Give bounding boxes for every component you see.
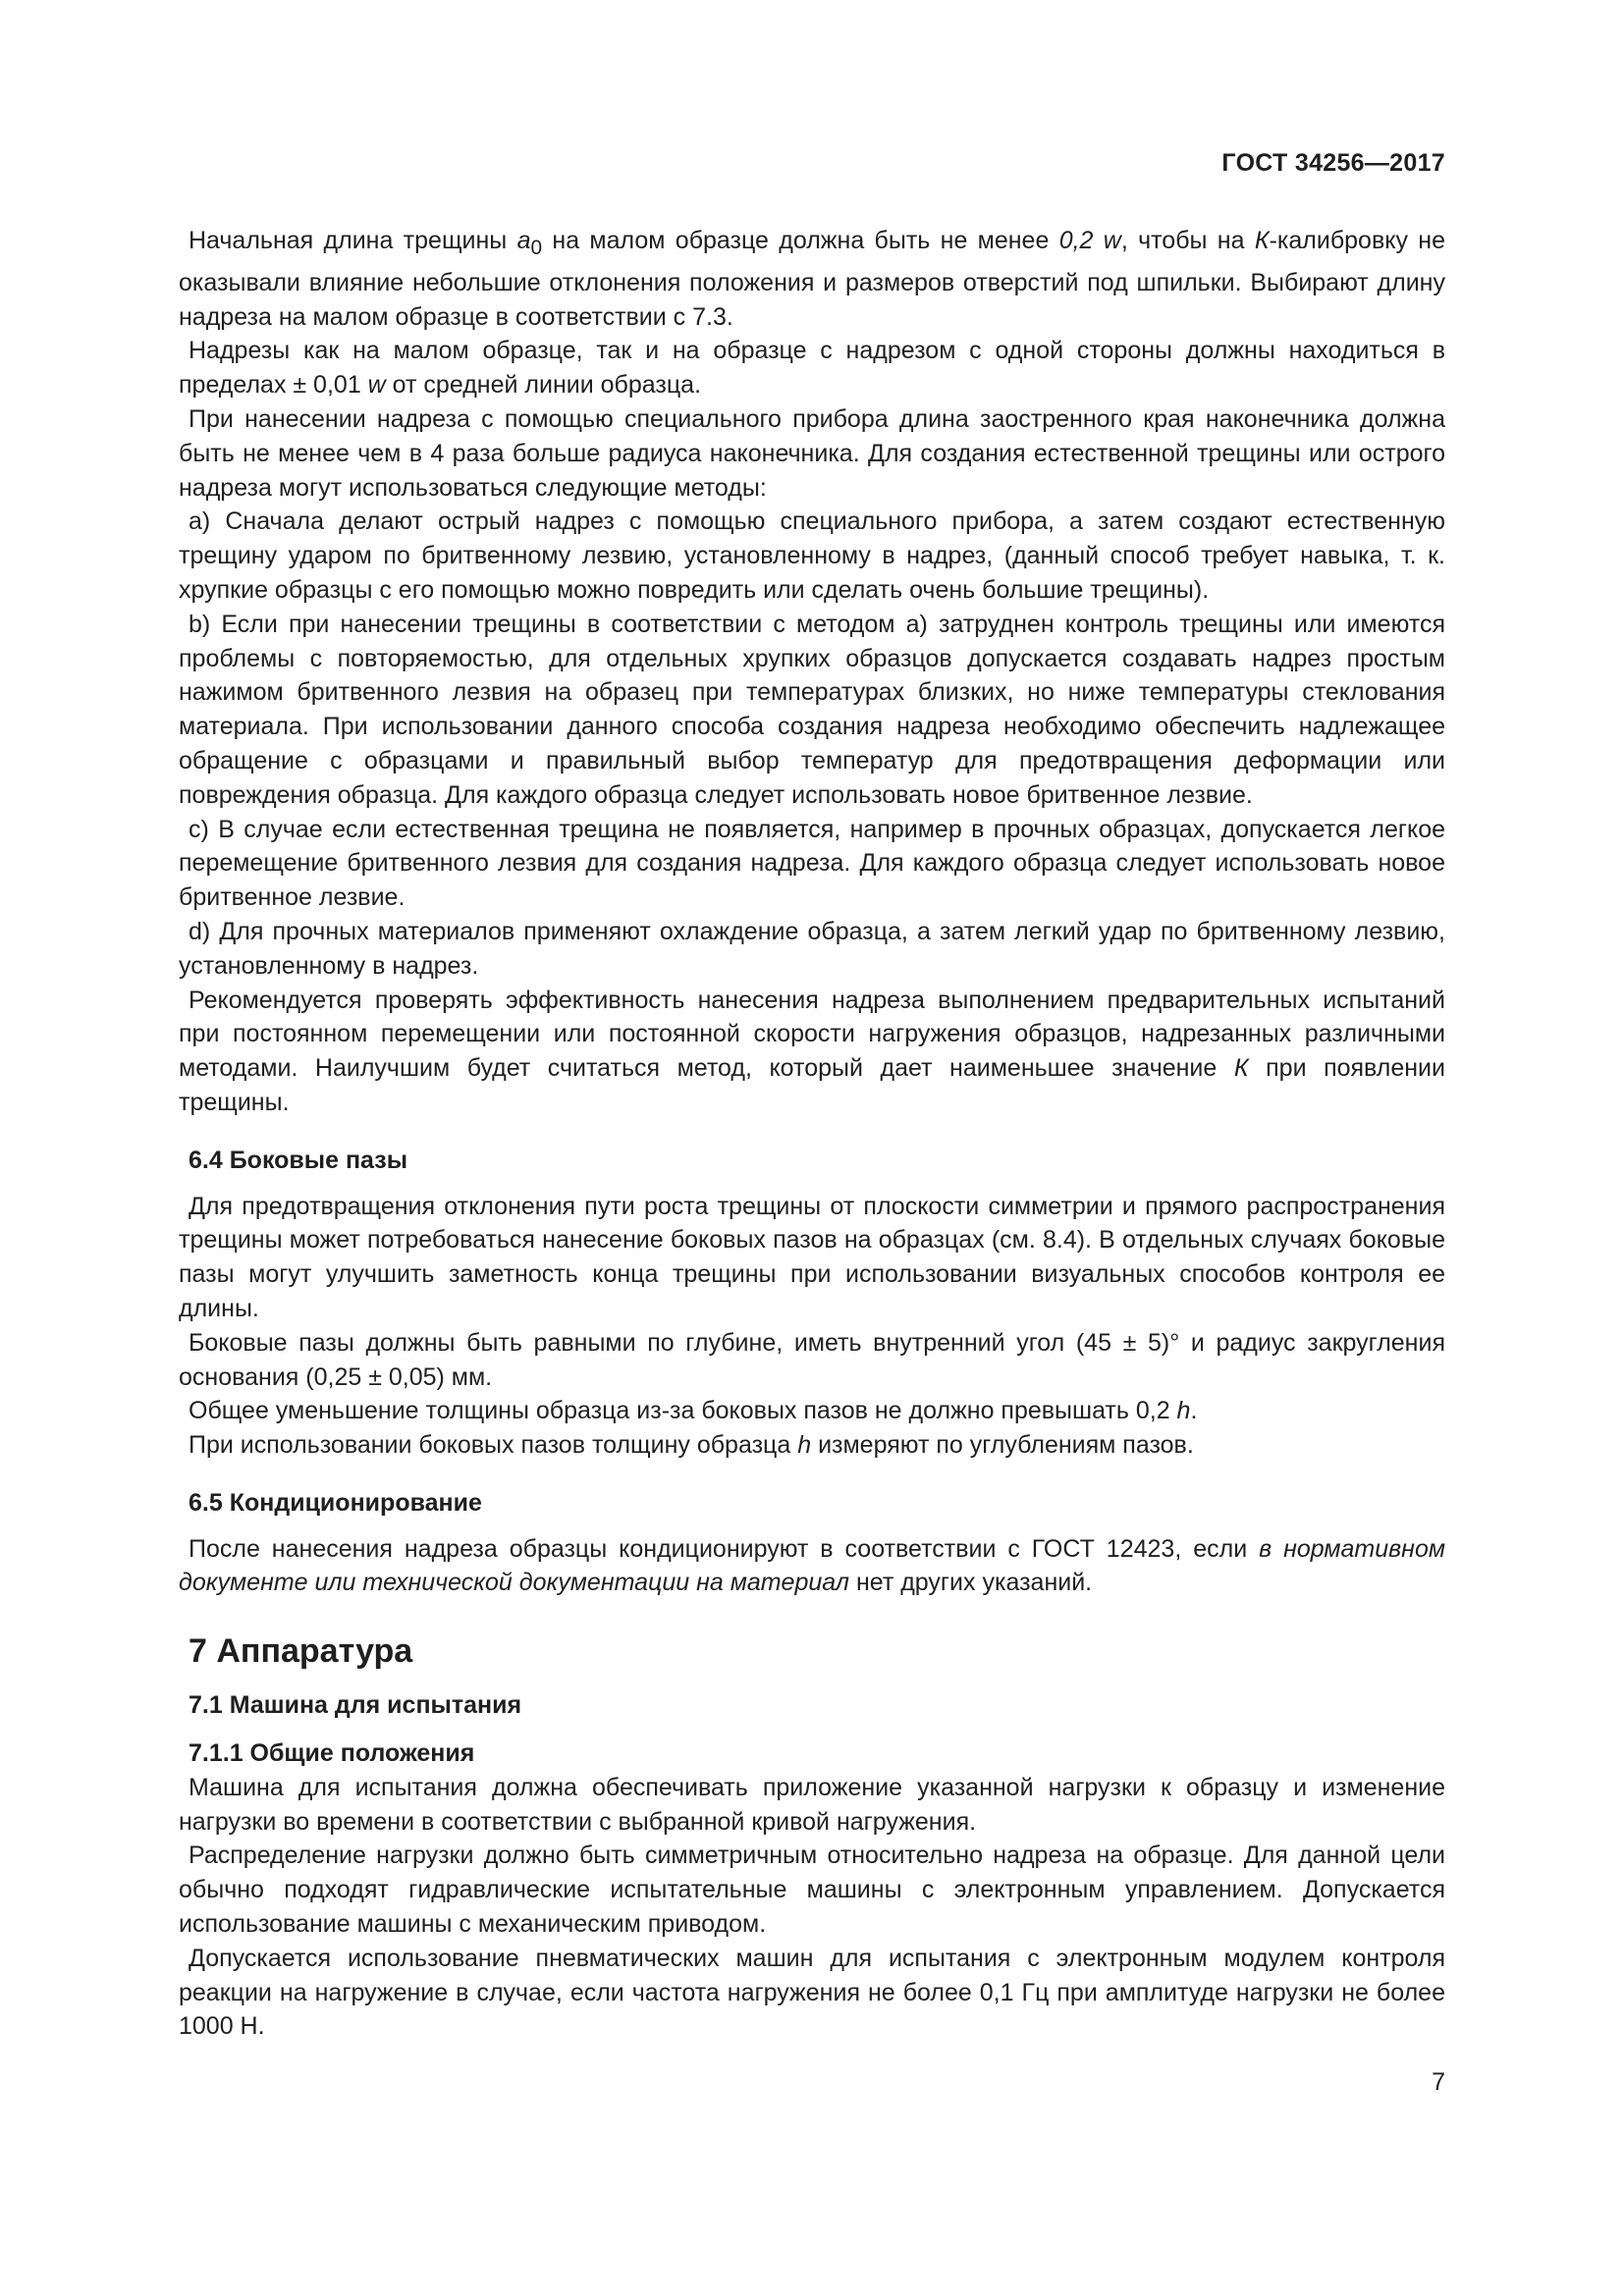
section-heading-7-1-1: 7.1.1 Общие положения: [189, 1739, 475, 1768]
paragraph: Машина для испытания должна обеспечивать приложение указанной нагрузки к образцу и изменение нагрузки во времени в соответствии с выбранной кривой нагружения.: [179, 1773, 1445, 1836]
page-number: 7: [1432, 2068, 1445, 2096]
paragraph: Боковые пазы должны быть равными по глубине, иметь внутренний угол (45 ± 5)° и радиус закругления основания (0,25 ± 0,05) мм.: [179, 1328, 1445, 1391]
page-content: [179, 224, 1445, 2044]
paragraph: Для предотвращения отклонения пути роста трещины от плоскости симметрии и прямого распространения трещины может потребоваться нанесение боковых пазов на образцах (см. 8.4). В отдельных случаях боковые пазы могут улучшить заметность конца трещины при использовании визуальных способов контроля ее длины.: [179, 1192, 1445, 1322]
paragraph: Общее уменьшение толщины образца из-за боковых пазов не должно превышать 0,2 h.: [189, 1397, 1198, 1425]
section-heading-6-5: 6.5 Кондиционирование: [189, 1488, 482, 1517]
paragraph: При нанесении надреза с помощью специального прибора длина заостренного края наконечника должна быть не менее чем в 4 раза больше радиуса наконечника. Для создания естественной трещины или острого надреза могут использоваться следующие методы:: [179, 404, 1445, 502]
section-heading-7-1: 7.1 Машина для испытания: [189, 1691, 522, 1720]
paragraph: При использовании боковых пазов толщину образца h измеряют по углублениям пазов.: [189, 1431, 1194, 1460]
paragraph: Надрезы как на малом образце, так и на образце с надрезом с одной стороны должны находиться в пределах ± 0,01 w от средней линии образца.: [179, 337, 1445, 400]
list-item-d: d) Для прочных материалов применяют охлаждение образца, а затем легкий удар по бритвенному лезвию, установленному в надрез.: [179, 917, 1445, 980]
paragraph: Рекомендуется проверять эффективность нанесения надреза выполнением предварительных испытаний при постоянном перемещении или постоянной скорости нагружения образцов, надрезанных различными методами. Наилучшим будет считаться метод, который дает наименьшее значение К при появлении трещины.: [179, 986, 1445, 1116]
chapter-heading-7: 7 Аппаратура: [189, 1632, 413, 1671]
section-heading-6-4: 6.4 Боковые пазы: [189, 1146, 408, 1174]
paragraph: Допускается использование пневматических машин для испытания с электронным модулем контроля реакции на нагружение в случае, если частота нагружения не более 0,1 Гц при амплитуде нагрузки не более 1000 Н.: [179, 1944, 1445, 2041]
document-header: ГОСТ 34256—2017: [1221, 149, 1445, 177]
paragraph: Распределение нагрузки должно быть симметричным относительно надреза на образце. Для данной цели обычно подходят гидравлические испытательные машины с электронным управлением. Допускается использование машины с механическим приводом.: [179, 1842, 1445, 1939]
paragraph: После нанесения надреза образцы кондиционируют в соответствии с ГОСТ 12423, если в нормативном документе или технической документации на материал нет других указаний.: [179, 1534, 1445, 1597]
list-item-b: b) Если при нанесении трещины в соответствии с методом a) затруднен контроль трещины или имеются проблемы с повторяемостью, для отдельных хрупких образцов допускается создавать надрез простым нажимом бритвенного лезвия на образец при температурах близких, но ниже температуры стеклования материала. При использовании данного способа создания надреза необходимо обеспечить надлежащее обращение с образцами и правильный выбор температур для предотвращения деформации или повреждения образца. Для каждого образца следует использовать новое бритвенное лезвие.: [179, 610, 1445, 809]
list-item-a: a) Сначала делают острый надрез с помощью специального прибора, а затем создают естественную трещину ударом по бритвенному лезвию, установленному в надрез, (данный способ требует навыка, т. к. хрупкие образцы с его помощью можно повредить или сделать очень большие трещины).: [179, 507, 1445, 604]
paragraph: Начальная длина трещины $a_0$ на малом образце должна быть не менее 0,2 w, чтобы на К-калибровку не оказывали влияние небольшие отклонения положения и размеров отверстий под шпильки. Выбирают длину надреза на малом образце в соответствии с 7.3.: [179, 227, 1445, 331]
list-item-c: c) В случае если естественная трещина не появляется, например в прочных образцах, допускается легкое перемещение бритвенного лезвия для создания надреза. Для каждого образца следует использовать новое бритвенное лезвие.: [179, 815, 1445, 912]
